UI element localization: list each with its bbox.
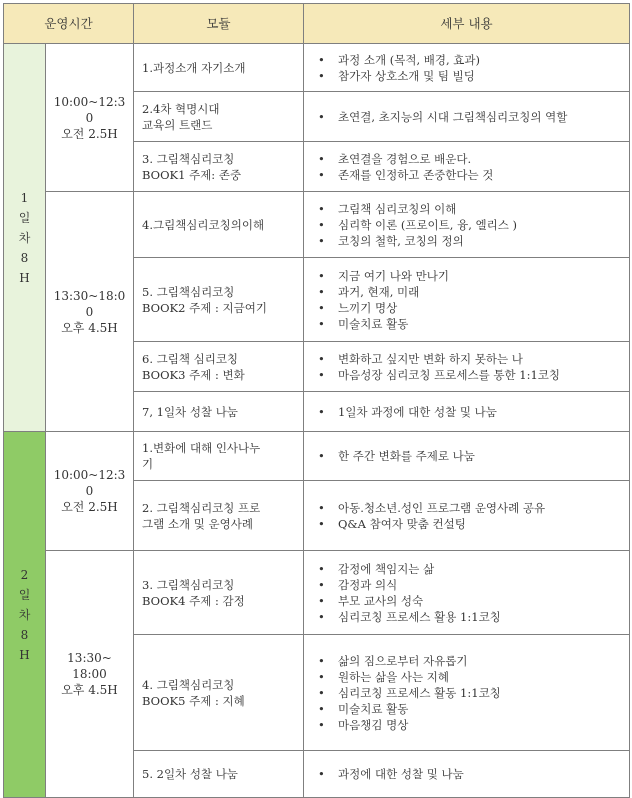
detail-cell <box>304 142 630 192</box>
detail-item: • 초연결을 경험으로 배운다. <box>316 151 619 167</box>
schedule-table <box>3 3 630 798</box>
detail-list <box>316 561 619 625</box>
detail-item: • 아동.청소년.성인 프로그램 운영사례 공유 <box>316 500 619 516</box>
detail-item: • 지금 여기 나와 만나기 <box>316 268 619 284</box>
detail-item: • 그림책 심리코칭의 이해 <box>316 201 619 217</box>
session-time: 13:30~18:0 0 오후 4.5H <box>46 192 134 432</box>
detail-item: • 감정과 의식 <box>316 577 619 593</box>
table-row <box>4 44 630 92</box>
detail-cell <box>304 44 630 92</box>
module-cell: 1.과정소개 자기소개 <box>134 44 304 92</box>
detail-list <box>316 653 619 733</box>
detail-item: • 과정에 대한 성찰 및 나눔 <box>316 766 619 782</box>
module-cell: 5. 그림책심리코칭 BOOK2 주제 : 지금여기 <box>134 258 304 342</box>
detail-item: • 심리코칭 프로세스 활용 1:1코칭 <box>316 609 619 625</box>
module-cell: 2.4차 혁명시대 교육의 트랜드 <box>134 92 304 142</box>
detail-item: • 삶의 짐으로부터 자유롭기 <box>316 653 619 669</box>
detail-cell <box>304 192 630 258</box>
detail-item: • 존재를 인정하고 존중한다는 것 <box>316 167 619 183</box>
module-cell: 4.그림책심리코칭의이해 <box>134 192 304 258</box>
detail-cell <box>304 342 630 392</box>
detail-item: • 느끼기 명상 <box>316 300 619 316</box>
detail-cell <box>304 258 630 342</box>
detail-item: • 감정에 책임지는 삶 <box>316 561 619 577</box>
module-cell: 6. 그림책 심리코칭 BOOK3 주제 : 변화 <box>134 342 304 392</box>
detail-item: • 코칭의 철학, 코칭의 정의 <box>316 233 619 249</box>
table-row <box>4 192 630 258</box>
detail-item: • 참가자 상호소개 및 팀 빌딩 <box>316 68 619 84</box>
detail-list <box>316 109 619 125</box>
module-cell: 3. 그림책심리코칭 BOOK1 주제: 존중 <box>134 142 304 192</box>
detail-item: • 과거, 현재, 미래 <box>316 284 619 300</box>
session-time: 13:30~ 18:00 오후 4.5H <box>46 551 134 798</box>
detail-cell <box>304 392 630 432</box>
detail-cell <box>304 92 630 142</box>
detail-item: • 마음성장 심리코칭 프로세스를 통한 1:1코칭 <box>316 367 619 383</box>
header-detail: 세부 내용 <box>304 4 630 44</box>
detail-list <box>316 351 619 383</box>
detail-item: • 원하는 삶을 사는 지혜 <box>316 669 619 685</box>
detail-list <box>316 151 619 183</box>
detail-item: • 미술치료 활동 <box>316 701 619 717</box>
table-row <box>4 432 630 481</box>
detail-cell <box>304 751 630 798</box>
day-label: 1 일 차 8 H <box>4 44 46 432</box>
detail-list <box>316 448 619 464</box>
detail-list <box>316 268 619 332</box>
module-cell: 4. 그림책심리코칭 BOOK5 주제 : 지혜 <box>134 635 304 751</box>
detail-item: • 부모 교사의 성숙 <box>316 593 619 609</box>
header-row <box>4 4 630 44</box>
module-cell: 1.변화에 대해 인사나누 기 <box>134 432 304 481</box>
detail-item: • 변화하고 싶지만 변화 하지 못하는 나 <box>316 351 619 367</box>
detail-item: • 심리코칭 프로세스 활동 1:1코칭 <box>316 685 619 701</box>
detail-list <box>316 404 619 420</box>
table-row <box>4 551 630 635</box>
detail-list <box>316 500 619 532</box>
module-cell: 2. 그림책심리코칭 프로 그램 소개 및 운영사례 <box>134 481 304 551</box>
session-time: 10:00~12:3 0 오전 2.5H <box>46 432 134 551</box>
module-cell: 7, 1일차 성찰 나눔 <box>134 392 304 432</box>
detail-item: • 미술치료 활동 <box>316 316 619 332</box>
detail-cell <box>304 551 630 635</box>
session-time: 10:00~12:3 0 오전 2.5H <box>46 44 134 192</box>
detail-list <box>316 766 619 782</box>
detail-item: • 초연결, 초지능의 시대 그림책심리코칭의 역할 <box>316 109 619 125</box>
detail-item: • 심리학 이론 (프로이트, 융, 엘리스 ) <box>316 217 619 233</box>
header-module: 모듈 <box>134 4 304 44</box>
day-label: 2 일 차 8 H <box>4 432 46 798</box>
detail-item: • 1일차 과정에 대한 성찰 및 나눔 <box>316 404 619 420</box>
detail-cell <box>304 432 630 481</box>
detail-item: • 마음챙김 명상 <box>316 717 619 733</box>
module-cell: 5. 2일차 성찰 나눔 <box>134 751 304 798</box>
detail-item: • 한 주간 변화를 주제로 나눔 <box>316 448 619 464</box>
module-cell: 3. 그림책심리코칭 BOOK4 주제 : 감정 <box>134 551 304 635</box>
detail-cell <box>304 481 630 551</box>
detail-cell <box>304 635 630 751</box>
detail-list <box>316 201 619 249</box>
detail-item: • 과정 소개 (목적, 배경, 효과) <box>316 52 619 68</box>
header-time: 운영시간 <box>4 4 134 44</box>
detail-item: • Q&A 참여자 맞춤 컨설팅 <box>316 516 619 532</box>
detail-list <box>316 52 619 84</box>
